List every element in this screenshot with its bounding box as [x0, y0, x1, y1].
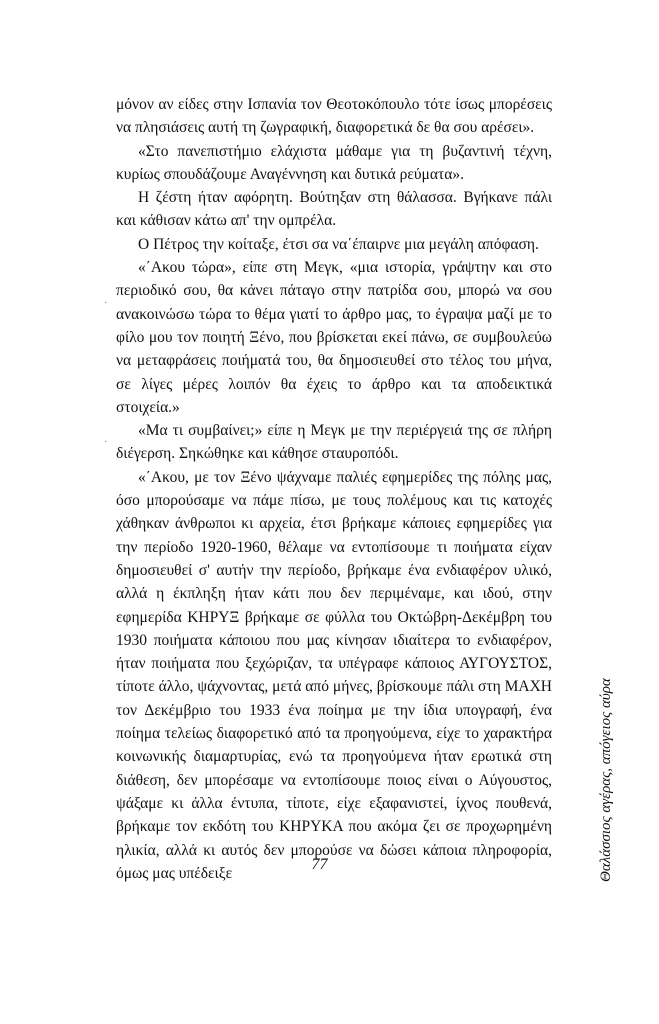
page-number: 77 [311, 856, 328, 873]
paragraph: Η ζέστη ήταν αφόρητη. Βούτηξαν στη θάλασσα. Βγήκανε πάλι και κάθισαν κάτω απ' την ομπρέλα. [116, 189, 552, 230]
paragraph: «Μα τι συμβαίνει;» είπε η Μεγκ με την περιέργειά της σε πλήρη διέγερση. Σηκώθηκε και κάθησε σταυροπόδι. [116, 422, 552, 463]
paragraph: Ο Πέτρος την κοίταξε, έτσι σα να΄έπαιρνε μια μεγάλη απόφαση. [138, 235, 539, 253]
paragraph: «΄Ακου, με τον Ξένο ψάχναμε παλιές εφημερίδες της πόλης μας, όσο μπορούσαμε να πάμε πίσω, με τους πολέμους και τις κατοχές χάθηκαν άνθρωποι κι αρχεία, έτσι βρήκαμε κάποιες εφημερίδες για την περίοδο 1920-1960, θέλαμε να εντοπίσουμε τι ποιήματα είχαν δημοσιευθεί σ' αυτήν την περίοδο, βρήκαμε ένα ενδιαφέρον υλικό, αλλά η έκπληξη ήταν κάτι που δεν περιμέναμε, και ιδού, στην εφημερίδα ΚΗΡΥΞ βρήκαμε σε φύλλα του Οκτώβρη-Δεκέμβρη του 1930 ποιήματα κάποιου που μας κίνησαν ιδιαίτερα το ενδιαφέρον, ήταν ποιήματα που ξεχώριζαν, τα υπέγραφε κάποιος ΑΥΓΟΥΣΤΟΣ, τίποτε άλλο, ψάχνοντας, μετά από μήνες, βρίσκουμε πάλι στη ΜΑΧΗ τον Δεκέμβριο του 1933 ένα ποίημα με την ίδια υπογραφή, ένα ποίημα τελείως διαφορετικό από τα προηγούμενα, είχε το χαρακτήρα κοινωνικής διαμαρτυρίας, ενώ τα προηγούμενα ήταν ερωτικά στη διάθεση, δεν μπορέσαμε να εντοπίσουμε ποιος είναι ο Αύγουστος, ψάξαμε κι άλλα έντυπα, τίποτε, είχε εξαφανιστεί, ίχνος πουθενά, βρήκαμε τον εκδότη του ΚΗΡΥΚΑ που ακόμα ζει σε προχωρημένη ηλικία, αλλά κι αυτός δεν μπορούσε να δώσει κάποια πληροφορία, όμως μας υπέδειξε [116, 468, 552, 882]
running-title: Θαλάσσιος αγέρας, απόγειος αύρα [598, 678, 614, 882]
paragraph: μόνον αν είδες στην Ισπανία τον Θεοτοκόπουλο τότε ίσως μπορέσεις να πλησιάσεις αυτή τη ζωγραφική, διαφορετικά δε θα σου αρέσει». [116, 96, 552, 137]
paragraph: «΄Ακου τώρα», είπε στη Μεγκ, «μια ιστορία, γράψτην και στο περιοδικό σου, θα κάνει πάταγο στην πατρίδα σου, μπορώ να σου ανακοινώσω τώρα το θέμα γιατί το άρθρο μας, το έγραψα μαζί με το φίλο μου τον ποιητή Ξένο, που βρίσκεται εκεί πάνω, σε συμβουλεύω να μεταφράσεις ποιήματά του, θα δημοσιευθεί στο τέλος του μήνα, σε λίγες μέρες λοιπόν θα έχεις το άρθρο και τα αποδεικτικά στοιχεία.» [116, 259, 552, 416]
margin-mark: · [104, 437, 108, 448]
paragraph: «Στο πανεπιστήμιο ελάχιστα μάθαμε για τη βυζαντινή τέχνη, κυρίως σπουδάζουμε Αναγέννηση και δυτικά ρεύματα». [116, 142, 552, 183]
body-text [116, 93, 552, 885]
margin-mark: · [104, 298, 108, 309]
